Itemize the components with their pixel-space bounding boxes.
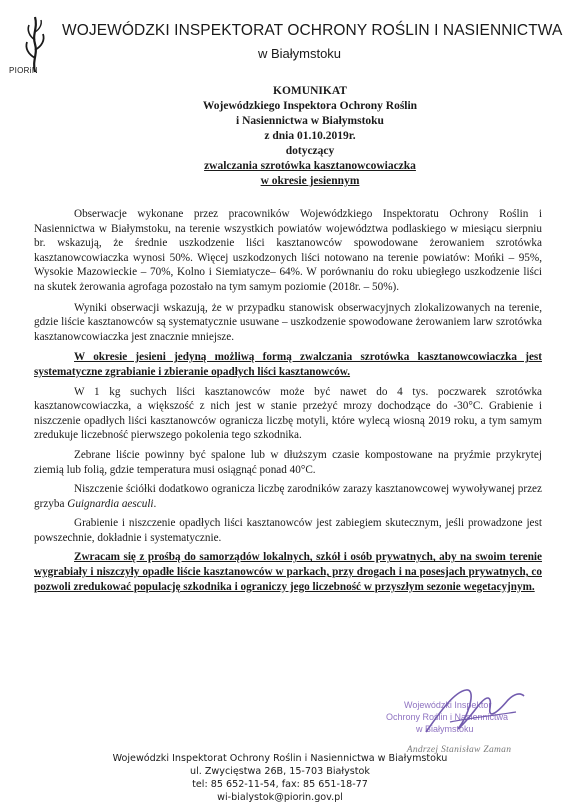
announcement-title [130, 84, 490, 189]
paragraph-text: . [153, 497, 157, 510]
title-line: dotyczący [285, 145, 335, 157]
body-paragraph: Zebrane liście powinny być spalone lub w dłuższym czasie kompostowane na pryźmie przykrytej ziemią lub folią, gdzie temperatura musi osiągnąć ponad 40°C. [34, 448, 542, 476]
title-line: i Nasiennictwa w Białymstoku [236, 115, 384, 127]
body-paragraph: Obserwacje wykonane przez pracowników Wojewódzkiego Inspektoratu Ochrony Roślin i Nasiennictwa w Białymstoku, na terenie wszystkich powiatów województwa podlaskiego w miesiącu sierpniu br. wskazują, że średnie uszkodzenie liści kasztanowców spowodowane żerowaniem szrotówka kasztanowcowiaczka wynosi 50%. Więcej uszkodzonych liści notowano na terenie powiatów: Mońki – 95%, Wysokie Mazowieckie – 70%, Kolno i Siemiatycze– 64%. W porównaniu do roku ubiegłego uszkodzenie liści na skutek żerowania agrofaga pozostało na tym samym poziomie (2018r. – 50%). [34, 208, 542, 293]
institution-city: w Białymstoku [257, 46, 342, 61]
piorin-logo-icon [18, 14, 52, 74]
body-paragraph [34, 482, 542, 511]
title-date: z dnia 01.10.2019r. [264, 130, 356, 142]
footer-contact [60, 752, 500, 804]
stamp-line: Ochrony Roślin i Nasiennictwa [386, 712, 509, 722]
footer-email: wi-bialystok@piorin.gov.pl [217, 792, 343, 803]
paragraph-text: Niszczenie ściółki dodatkowo ogranicza liczbę zarodników zarazy kasztanowcowej wywoływanej przez grzyba [34, 483, 542, 510]
body-paragraph: Wyniki obserwacji wskazują, że w przypadku stanowisk obserwacyjnych zlokalizowanych na terenie, gdzie liście kasztanowców są systematycznie usuwane – uszkodzenie spowodowane żerowaniem larw szrotówka kasztanowcowiaczka jest znacznie mniejsze. [34, 301, 542, 343]
official-stamp [380, 694, 530, 742]
title-subject: w okresie jesiennym [260, 175, 360, 187]
title-line: Wojewódzkiego Inspektora Ochrony Roślin [202, 100, 418, 112]
institution-name: WOJEWÓDZKI INSPEKTORAT OCHRONY ROŚLIN I NASIENNICTWA [62, 22, 563, 39]
stamp-line: Wojewódzki Inspektor [404, 700, 492, 710]
stamp-line: w Białymstoku [416, 724, 474, 734]
handwritten-signature-icon [420, 682, 530, 744]
title-line: KOMUNIKAT [273, 85, 347, 97]
species-name: Guignardia aesculi [67, 497, 154, 510]
footer-address: ul. Zwycięstwa 26B, 15-703 Białystok [190, 766, 370, 777]
title-subject: zwalczania szrotówka kasztanowcowiaczka [204, 160, 416, 172]
body-paragraph: Grabienie i niszczenie opadłych liści kasztanowców jest zabiegiem skutecznym, jeśli prowadzone jest powszechnie, dokładnie i systematycznie. [34, 517, 542, 544]
announcement-body [34, 207, 542, 600]
signatory-name: Andrzej Stanisław Zaman [406, 745, 512, 755]
body-paragraph: W 1 kg suchych liści kasztanowców może być nawet do 4 tys. poczwarek szrotówka kasztanowcowiaczka, a większość z nich jest w stanie przeżyć mrozy dochodzące do -30°C. Grabienie i niszczenie opadłych liści kasztanowców ogranicza liczbę motyli, które wylecą wiosną 2019 roku, a tym samym zredukuje liczebność pierwszego pokolenia tego szkodnika. [34, 385, 542, 442]
appeal-paragraph: Zwracam się z prośbą do samorządów lokalnych, szkół i osób prywatnych, aby na swoim terenie wygrabiały i niszczyły opadłe liście kasztanowców w parkach, przy drogach i na posesjach prywatnych, co pozwoli zredukować populację szkodnika i ograniczy jego liczebność w przyszłym sezonie wegetacyjnym. [34, 551, 542, 593]
logo-text: PIORiN [9, 66, 38, 75]
footer-phone: tel: 85 652-11-54, fax: 85 651-18-77 [192, 779, 368, 790]
highlighted-paragraph: W okresie jesieni jedyną możliwą formą zwalczania szrotówka kasztanowcowiaczka jest systematyczne zgrabianie i zbieranie opadłych liści kasztanowców. [34, 351, 542, 378]
footer-institution: Wojewódzki Inspektorat Ochrony Roślin i Nasiennictwa w Białymstoku [112, 753, 448, 764]
